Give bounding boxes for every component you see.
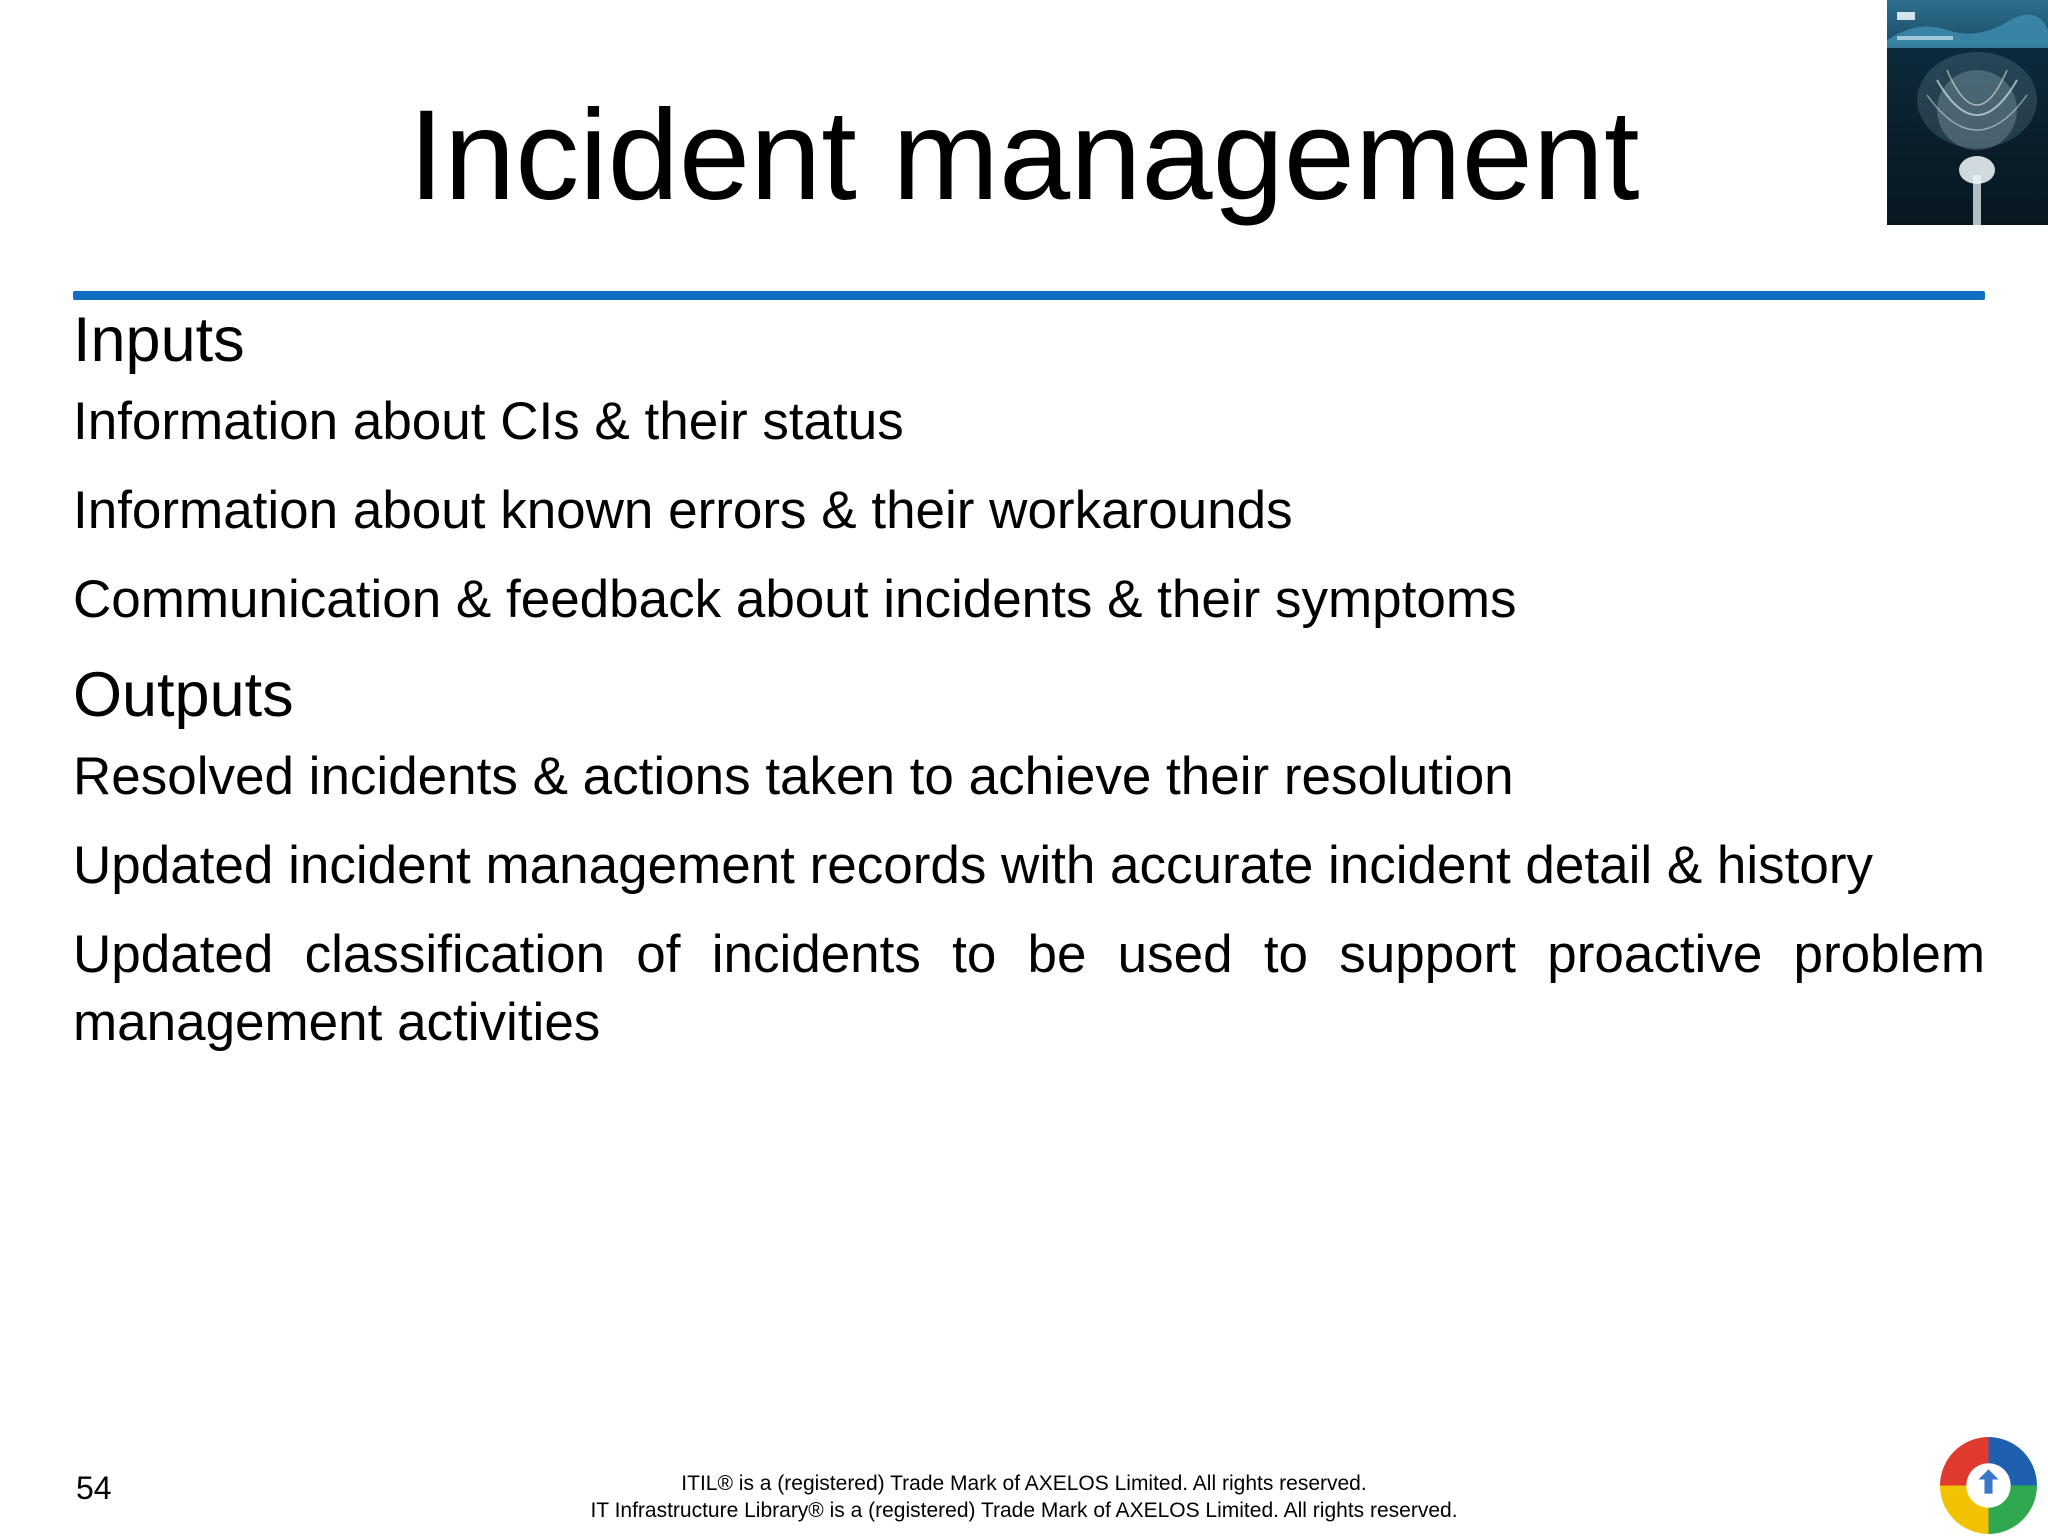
slide-body bbox=[73, 300, 1985, 1078]
trademark-line-1: ITIL® is a (registered) Trade Mark of AXELOS Limited. All rights reserved. bbox=[681, 1472, 1367, 1495]
pdca-cycle-logo-icon bbox=[1938, 1435, 2039, 1536]
title-divider-rule bbox=[73, 291, 1985, 300]
list-item: Communication & feedback about incidents & their symptoms bbox=[73, 570, 1517, 629]
inputs-list bbox=[73, 388, 1985, 634]
book-cover-image bbox=[1887, 0, 2048, 225]
list-item: Updated classification of incidents to be used to support proactive problem management activities bbox=[73, 925, 1985, 1052]
list-item: Information about known errors & their workarounds bbox=[73, 481, 1293, 540]
list-item: Resolved incidents & actions taken to achieve their resolution bbox=[73, 747, 1514, 806]
cover-artwork bbox=[1887, 0, 2048, 225]
trademark-notice bbox=[0, 1470, 2048, 1524]
slide-number: 54 bbox=[76, 1470, 112, 1506]
outputs-heading: Outputs bbox=[73, 660, 294, 730]
outputs-list bbox=[73, 743, 1985, 1057]
list-item: Information about CIs & their status bbox=[73, 392, 904, 451]
slide-title: Incident management bbox=[408, 84, 1640, 227]
trademark-line-2: IT Infrastructure Library® is a (registered) Trade Mark of AXELOS Limited. All rights reserved. bbox=[590, 1499, 1458, 1522]
list-item: Updated incident management records with accurate incident detail & history bbox=[73, 836, 1874, 895]
inputs-heading: Inputs bbox=[73, 305, 245, 375]
